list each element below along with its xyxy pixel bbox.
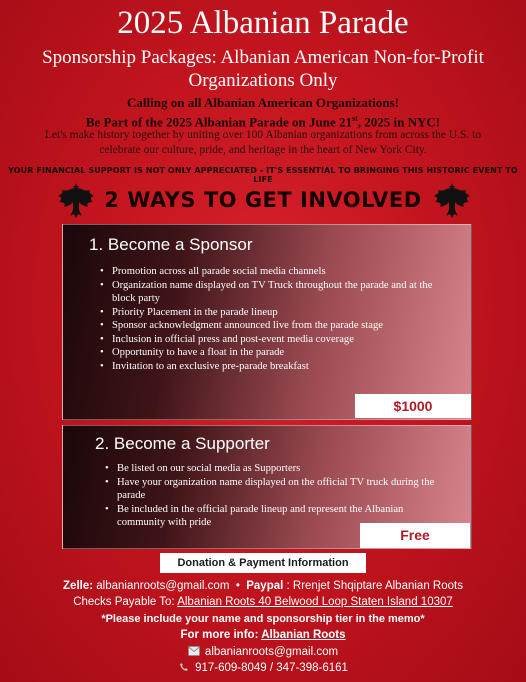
page-title: 2025 Albanian Parade bbox=[117, 5, 409, 41]
list-item: • Promotion across all parade social media channels bbox=[100, 265, 450, 279]
list-item: • Priority Placement in the parade lineup bbox=[100, 306, 450, 320]
ways-heading: 2 WAYS TO GET INVOLVED bbox=[104, 188, 422, 212]
supporter-heading: 2. Become a Supporter bbox=[95, 434, 270, 453]
memo-note: *Please include your name and sponsorship tier in the memo* bbox=[101, 613, 425, 625]
sponsor-heading: 1. Become a Sponsor bbox=[89, 235, 253, 254]
separator: • bbox=[235, 580, 240, 592]
phone-numbers[interactable]: 917-609-8049 / 347-398-6161 bbox=[195, 662, 348, 674]
zelle-value[interactable]: albanianroots@gmail.com bbox=[96, 580, 230, 592]
list-item: • Invitation to an exclusive pre-parade breakfast bbox=[100, 360, 450, 374]
phone-line bbox=[0, 661, 526, 676]
list-item: • Be listed on our social media as Supporters bbox=[105, 462, 450, 476]
subtitle-line-1: Sponsorship Packages: Albanian American Non-for-Profit bbox=[42, 47, 484, 68]
more-info-line bbox=[0, 628, 526, 643]
envelope-icon bbox=[188, 646, 200, 656]
calling-text: Calling on all Albanian American Organizations! bbox=[127, 95, 399, 110]
subtitle-line-2: Organizations Only bbox=[188, 70, 338, 91]
supporter-benefits-list bbox=[105, 462, 450, 530]
list-item: • Organization name displayed on TV Truck throughout the parade and at the block party bbox=[100, 279, 450, 306]
checks-label: Checks Payable To: bbox=[73, 596, 175, 608]
zelle-paypal-line bbox=[0, 579, 526, 594]
more-info-label: For more info: bbox=[180, 629, 259, 641]
sponsor-price-badge: $1000 bbox=[355, 394, 471, 418]
list-item: • Opportunity to have a float in the parade bbox=[100, 346, 450, 360]
email-line bbox=[0, 645, 526, 660]
checks-address-link[interactable]: Albanian Roots 40 Belwood Loop Staten Island 10307 bbox=[177, 596, 453, 608]
list-item: • Inclusion in official press and post-event media coverage bbox=[100, 333, 450, 347]
list-item: • Be included in the official parade lineup and represent the Albanian community with pride bbox=[105, 503, 450, 530]
donation-info-button[interactable]: Donation & Payment Information bbox=[160, 553, 366, 573]
page-subtitle bbox=[0, 46, 526, 92]
phone-icon bbox=[178, 662, 190, 672]
list-item: • Have your organization name displayed on the official TV truck during the parade bbox=[105, 476, 450, 503]
intro-paragraph: Let's make history together by uniting over 100 Albanian organizations from across the U.S. to celebrate our culture, pride, and heritage in the heart of New York City. bbox=[44, 129, 482, 156]
paypal-value: : Rrenjet Shqiptare Albanian Roots bbox=[286, 580, 463, 592]
supporter-box bbox=[62, 425, 472, 549]
supporter-price-badge: Free bbox=[360, 523, 470, 548]
support-banner: YOUR FINANCIAL SUPPORT IS NOT ONLY APPRECIATED - IT'S ESSENTIAL TO BRINGING THIS HISTORIC EVENT TO LIFE bbox=[8, 166, 518, 184]
email-link[interactable]: albanianroots@gmail.com bbox=[204, 646, 339, 658]
albanian-roots-link[interactable]: Albanian Roots bbox=[261, 629, 346, 641]
albanian-eagle-icon bbox=[432, 180, 472, 220]
checks-line bbox=[0, 595, 526, 610]
paypal-label: Paypal bbox=[246, 580, 284, 592]
event-date-text: Be Part of the 2025 Albanian Parade on June 21st, 2025 in NYC! bbox=[85, 114, 441, 130]
sponsor-box bbox=[62, 224, 472, 420]
sponsor-benefits-list bbox=[100, 265, 450, 373]
list-item: • Sponsor acknowledgment announced live from the parade stage bbox=[100, 319, 450, 333]
zelle-label: Zelle: bbox=[63, 580, 94, 592]
